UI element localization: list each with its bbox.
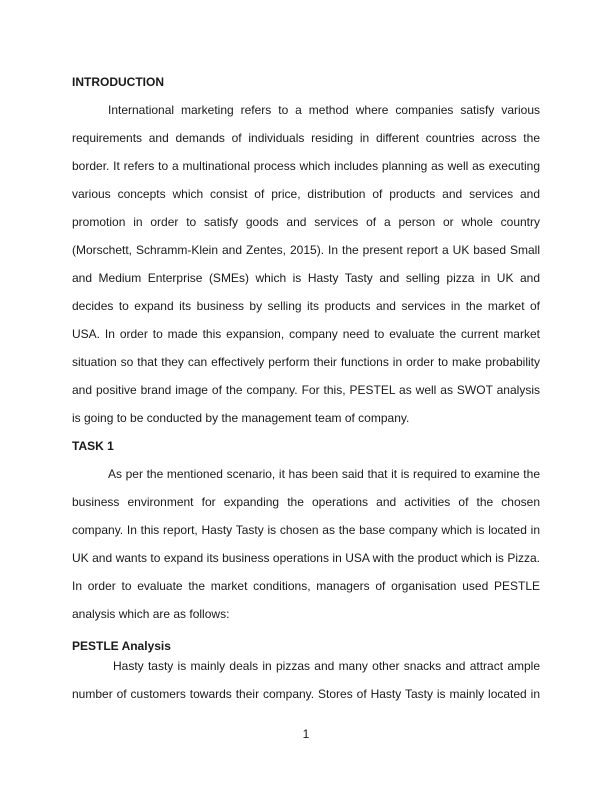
text-line: is going to be conducted by the management team of company.: [72, 411, 410, 425]
text-line: Hasty tasty is mainly deals in pizzas and many other snacks and attract ample: [113, 659, 540, 673]
paragraph-task-1: [72, 460, 540, 628]
text-line: UK and wants to expand its business operations in USA with the product which is Pizza.: [72, 551, 540, 565]
section-heading-introduction: INTRODUCTION: [72, 75, 164, 89]
section-introduction: [72, 68, 540, 432]
section-pestle-analysis: [72, 632, 540, 708]
text-line: USA. In order to made this expansion, company need to evaluate the current market: [72, 327, 540, 341]
text-line: promotion in order to satisfy goods and services of a person or whole country: [72, 215, 540, 229]
section-heading-pestle-analysis: PESTLE Analysis: [72, 639, 171, 653]
text-line: border. It refers to a multinational process which includes planning as well as executing: [72, 159, 540, 173]
text-line: company. In this report, Hasty Tasty is chosen as the base company which is located in: [72, 523, 540, 537]
paragraph-pestle-analysis: [72, 652, 540, 708]
section-task-1: [72, 432, 540, 628]
page-number: 1: [302, 727, 310, 741]
text-line: and positive brand image of the company. For this, PESTEL as well as SWOT analysis: [72, 383, 540, 397]
text-line: International marketing refers to a method where companies satisfy various: [108, 103, 540, 117]
text-line: (Morschett, Schramm-Klein and Zentes, 2015). In the present report a UK based Small: [72, 243, 540, 257]
text-line: decides to expand its business by selling its products and services in the market of: [72, 299, 540, 313]
text-line: situation so that they can effectively perform their functions in order to make probability: [72, 355, 540, 369]
text-line: In order to evaluate the market conditions, managers of organisation used PESTLE: [72, 579, 540, 593]
paragraph-introduction: [72, 96, 540, 432]
text-line: and Medium Enterprise (SMEs) which is Hasty Tasty and selling pizza in UK and: [72, 271, 540, 285]
document-content: [72, 68, 540, 708]
text-line: requirements and demands of individuals residing in different countries across the: [72, 131, 540, 145]
text-line: analysis which are as follows:: [72, 607, 230, 621]
text-line: number of customers towards their company. Stores of Hasty Tasty is mainly located in: [72, 687, 540, 701]
text-line: business environment for expanding the operations and activities of the chosen: [72, 495, 540, 509]
section-heading-task-1: TASK 1: [72, 439, 114, 453]
text-line: As per the mentioned scenario, it has been said that it is required to examine the: [108, 467, 540, 481]
text-line: various concepts which consist of price, distribution of products and services and: [72, 187, 540, 201]
